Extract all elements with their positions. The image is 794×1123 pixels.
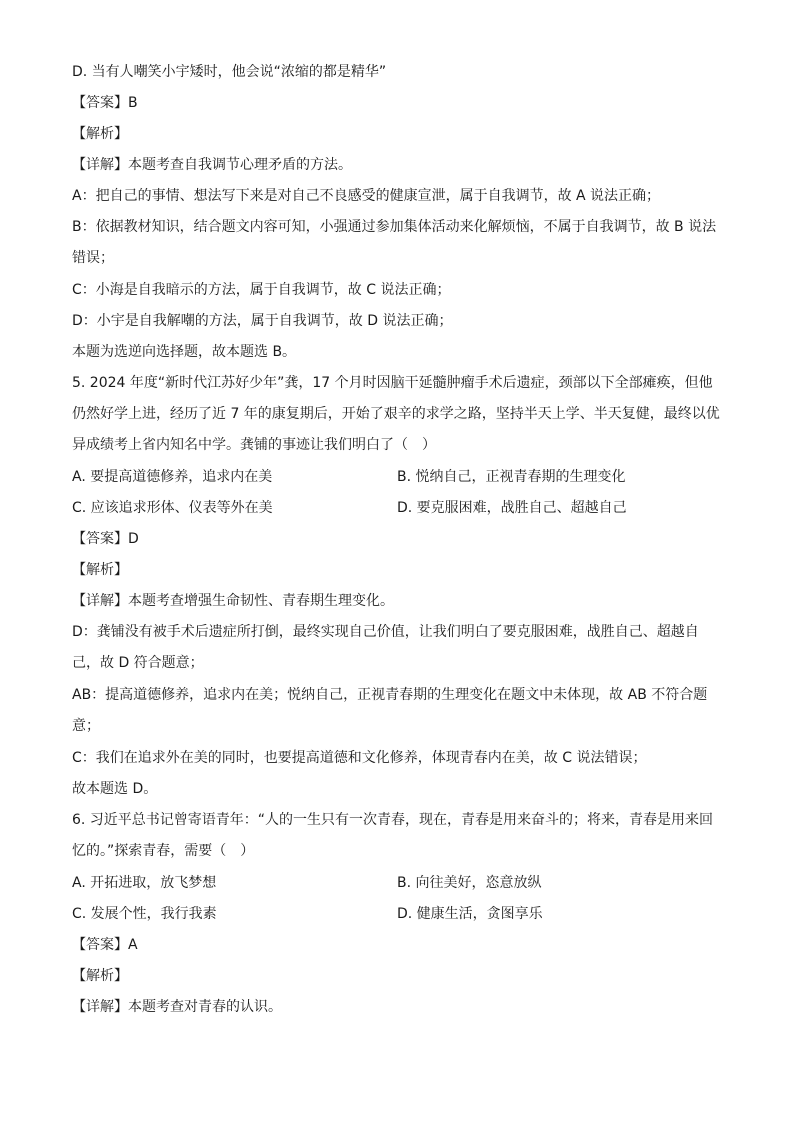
q5-option-b: B. 悦纳自己，正视青春期的生理变化 — [397, 469, 626, 485]
q4-analysis-label: 【解析】 — [72, 126, 128, 142]
q5-analysis-label: 【解析】 — [72, 562, 128, 578]
q6-answer: 【答案】A — [72, 937, 138, 953]
q6-option-a: A. 开拓进取，放飞梦想 — [72, 875, 217, 891]
q5-option-a: A. 要提高道德修养，追求内在美 — [72, 469, 273, 485]
q4-answer: 【答案】B — [72, 95, 138, 111]
q4-conclusion: 本题为选逆向选择题，故本题选 B。 — [72, 344, 297, 360]
q5-answer: 【答案】D — [72, 531, 139, 547]
q5-option-c: C. 应该追求形体、仪表等外在美 — [72, 500, 273, 516]
q5-options-row-2 — [72, 498, 722, 518]
q5-options-row-1 — [72, 467, 722, 487]
q6-stem: 6. 习近平总书记曾寄语青年：“人的一生只有一次青春，现在，青春是用来奋斗的；将来，青春是用来回忆的。”探索青春，需要（ ） — [72, 812, 714, 859]
q6-options-row-2 — [72, 904, 722, 924]
q6-detail: 【详解】本题考查对青春的认识。 — [72, 999, 282, 1015]
q6-option-c: C. 发展个性，我行我素 — [72, 906, 217, 922]
q4-explain-d: D：小宇是自我解嘲的方法，属于自我调节，故 D 说法正确； — [72, 313, 453, 329]
q4-detail: 【详解】本题考查自我调节心理矛盾的方法。 — [72, 157, 352, 173]
q5-option-d: D. 要克服困难，战胜自己、超越自己 — [397, 500, 627, 516]
document-page — [72, 62, 722, 1028]
q6-option-b: B. 向往美好，恣意放纵 — [397, 875, 542, 891]
q4-explain-c: C：小海是自我暗示的方法，属于自我调节，故 C 说法正确； — [72, 282, 451, 298]
q4-option-d: D. 当有人嘲笑小宇矮时，他会说“浓缩的都是精华” — [72, 64, 387, 80]
q5-explain-c: C：我们在追求外在美的同时，也要提高道德和文化修养，体现青春内在美，故 C 说法错误； — [72, 750, 647, 766]
q5-explain-d: D：龚铺没有被手术后遗症所打倒，最终实现自己价值，让我们明白了要克服困难，战胜自己、超越自己，故 D 符合题意； — [72, 624, 699, 671]
q5-detail: 【详解】本题考查增强生命韧性、青春期生理变化。 — [72, 593, 394, 609]
q6-analysis-label: 【解析】 — [72, 968, 128, 984]
q4-explain-b: B：依据教材知识，结合题文内容可知，小强通过参加集体活动来化解烦恼，不属于自我调节，故 B 说法错误； — [72, 219, 717, 266]
q5-stem: 5. 2024 年度“新时代江苏好少年”龚，17 个月时因脑干延髓肿瘤手术后遗症，颈部以下全部瘫痪，但他仍然好学上进，经历了近 7 年的康复期后，开始了艰辛的求学之路，坚持半天上学、半天复健，最终以优异成绩考上省内知名中学。龚铺的事迹让我们明白了（ ） — [72, 375, 720, 453]
q6-option-d: D. 健康生活，贪图享乐 — [397, 906, 543, 922]
q5-conclusion: 故本题选 D。 — [72, 781, 158, 797]
q6-options-row-1 — [72, 873, 722, 893]
q5-explain-ab: AB：提高道德修养，追求内在美；悦纳自己，正视青春期的生理变化在题文中未体现，故 AB 不符合题意； — [72, 687, 708, 734]
q4-explain-a: A：把自己的事情、想法写下来是对自己不良感受的健康宣泄，属于自我调节，故 A 说法正确； — [72, 188, 661, 204]
